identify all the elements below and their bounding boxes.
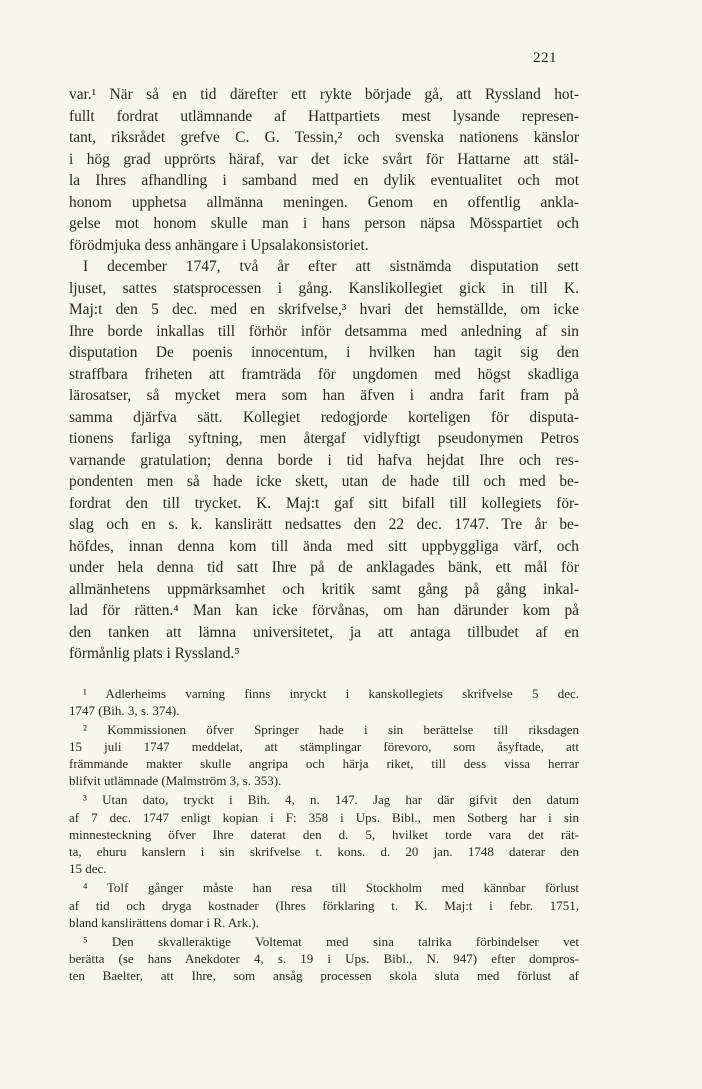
footnote-line: främmande makter skulle angripa och härja riket, till dess vissa herrar (69, 756, 579, 772)
footnote-line: ¹ Adlerheims varning finns inryckt i kanskollegiets skrifvelse 5 dec. (83, 685, 579, 701)
footnote-line: berätta (se hans Anekdoter 4, s. 19 i Ups. Bibl., N. 947) efter dompros- (69, 950, 579, 966)
footnote-line: ² Kommissionen öfver Springer hade i sin berättelse till riksdagen (83, 721, 579, 737)
footnote-line: 15 juli 1747 meddelat, att stämplingar förevoro, som åsyftade, att (69, 738, 579, 754)
footnotes (69, 685, 579, 985)
footnote-line: ta, ehuru kanslern i sin skrifvelse t. kons. d. 20 jan. 1748 daterar den (69, 844, 579, 860)
body-line: förödmjuka dess anhängare i Upsalakonsistoriet. (69, 236, 369, 254)
footnote-line: ten Baelter, att Ihre, som ansåg processen skola sluta med förlust af (69, 968, 579, 984)
body-line: straffbara friheten att framträda för ungdomen med högst skadliga (69, 365, 579, 383)
footnote-line: ⁵ Den skvalleraktige Voltemat med sina talrika förbindelser vet (83, 933, 579, 949)
body-text (69, 84, 579, 665)
footnote-2 (69, 721, 579, 790)
body-line: gelse mot honom skulle man i hans person näpsa Mösspartiet och (69, 215, 579, 232)
footnote-1 (69, 685, 579, 720)
body-line: allmänhetens uppmärksamhet och kritik samt gång på gång inkal- (69, 580, 579, 598)
body-line: fullt fordrat utlämnande af Hattpartiets mest lysande represen- (69, 107, 579, 125)
body-line: förmånlig plats i Ryssland.⁵ (69, 645, 240, 662)
footnote-3 (69, 791, 579, 877)
body-line: tant, riksrådet grefve C. G. Tessin,² och svenska nationens känslor (69, 129, 579, 146)
footnote-line: blifvit utlämnade (Malmström 3, s. 353). (69, 773, 282, 789)
footnote-line: minnesteckning öfver Ihre daterat den d. 5, hvilket torde vara det rät- (69, 826, 579, 842)
body-line: honom upphetsa allmänna meningen. Genom en offentlig ankla- (69, 193, 579, 211)
body-line: tionens farliga syftning, men återgaf vidlyftigt pseudonymen Petros (69, 430, 579, 447)
footnote-line: bland kanslirättens domar i R. Ark.). (69, 914, 259, 930)
body-line: ljuset, sattes statsprocessen i gång. Kanslikollegiet gick in till K. (69, 279, 579, 297)
body-line: Maj:t den 5 dec. med en skrifvelse,³ hvari det hemställde, om icke (69, 301, 579, 318)
footnote-line: 15 dec. (69, 861, 107, 877)
body-line: lärosatser, så mycket mera som han äfven i andra farit fram på (69, 387, 579, 404)
footnote-line: 1747 (Bih. 3, s. 374). (69, 702, 180, 718)
body-line: den tanken att lämna universitetet, ja att antaga tillbudet af en (69, 623, 579, 641)
body-line: i hög grad upprörts häraf, var det icke svårt för Hattarne att stäl- (69, 150, 579, 168)
body-line: slag och en s. k. kanslirätt nedsattes den 22 dec. 1747. Tre år be- (69, 516, 579, 533)
body-line: I december 1747, två år efter att sistnämda disputation sett (83, 258, 579, 275)
footnote-line: af tid och dryga kostnader (Ihres förklaring t. K. Maj:t i febr. 1751, (69, 897, 579, 913)
footnote-line: af 7 dec. 1747 enligt kopian i F: 358 i Ups. Bibl., men Sotberg har i sin (69, 809, 579, 825)
body-line: disputation De poenis innocentum, i hvilken han tagit sig den (69, 344, 579, 361)
body-line: varnande gratulation; denna borde i tid hafva hejdat Ihre och res- (69, 451, 579, 469)
body-line: var.¹ När så en tid därefter ett rykte började gå, att Ryssland hot- (69, 86, 579, 103)
footnote-line: ⁴ Tolf gånger måste han resa till Stockholm med kännbar förlust (83, 880, 579, 896)
body-line: under hela denna tid satt Ihre på de anklagades bänk, ett mål för (69, 559, 579, 576)
body-line: samma djärfva sätt. Kollegiet redogjorde korteligen för disputa- (69, 408, 579, 426)
body-line: fordrat den till trycket. K. Maj:t gaf sitt bifall till kollegiets för- (69, 494, 579, 512)
text-block (69, 84, 579, 985)
body-line: Ihre borde inkallas till förhör inför detsamma med anledning af sin (69, 322, 579, 340)
footnote-5 (69, 933, 579, 985)
page-number: 221 (533, 50, 557, 66)
body-line: höfdes, innan denna kom till ända med sitt uppbyggliga värf, och (69, 537, 579, 555)
footnote-4 (69, 879, 579, 931)
body-line: pondenten men så hade icke skett, utan de hade till och med be- (69, 473, 579, 490)
footnote-line: ³ Utan dato, tryckt i Bih. 4, n. 147. Jag har där gifvit den datum (83, 792, 579, 808)
body-line: lad för rätten.⁴ Man kan icke förvånas, om han därunder kom på (69, 602, 579, 619)
body-line: la Ihres afhandling i samband med en dylik eventualitet och mot (69, 172, 579, 189)
